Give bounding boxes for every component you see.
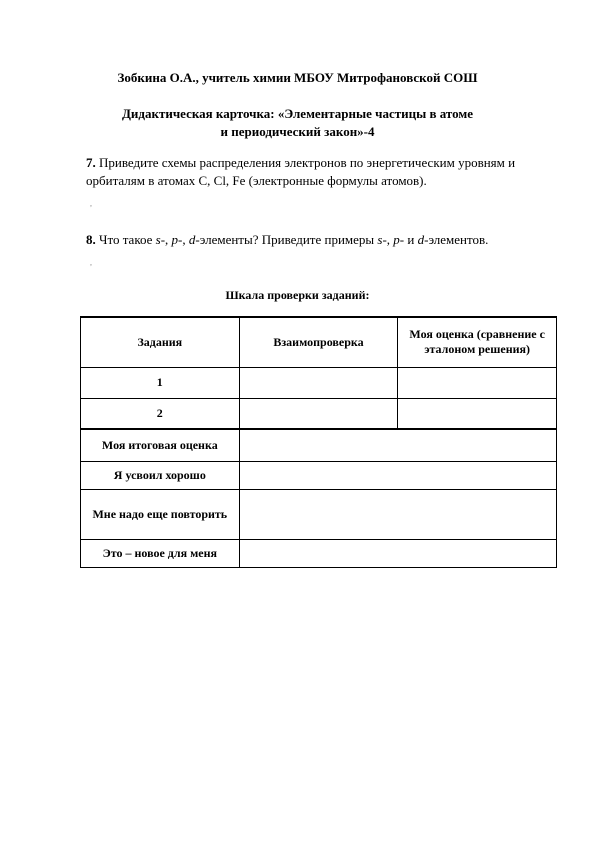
card-title-line-2: и периодический закон»-4 xyxy=(220,124,375,139)
task-8-text-part: p- xyxy=(393,232,405,247)
peer-review-cell[interactable] xyxy=(239,398,398,429)
task-8-number: 8. xyxy=(86,232,96,247)
task-number-cell: 2 xyxy=(81,398,240,429)
table-row xyxy=(81,539,557,567)
summary-value-cell[interactable] xyxy=(239,429,556,461)
table-row xyxy=(81,398,557,429)
task-8-text-part: Что такое xyxy=(99,232,156,247)
summary-label-need-repeat: Мне надо еще повторить xyxy=(81,489,240,539)
task-8-text-part: d- xyxy=(188,232,200,247)
task-8-text-part: и xyxy=(404,232,418,247)
task-8-text-part: s- xyxy=(155,232,166,247)
self-grade-cell[interactable] xyxy=(398,367,557,398)
task-7 xyxy=(86,154,566,190)
task-8-text-part: , xyxy=(182,232,189,247)
task-8 xyxy=(86,231,566,249)
summary-value-cell[interactable] xyxy=(239,461,556,489)
task-8-text-part: элементов. xyxy=(428,232,489,247)
scale-title: Шкала проверки заданий: xyxy=(225,288,370,302)
header-cell-tasks: Задания xyxy=(81,317,240,367)
task-8-text-part: d- xyxy=(417,232,429,247)
peer-review-cell[interactable] xyxy=(239,367,398,398)
stray-mark: , xyxy=(90,199,92,208)
table-header-row xyxy=(81,317,557,367)
task-7-text: Приведите схемы распределения электронов по энергетическим уровням и орбиталям в атомах C, Cl, Fe (электронные формулы атомов). xyxy=(86,155,516,188)
task-8-text-part: , xyxy=(386,232,394,247)
header-cell-self-grade: Моя оценка (сравнение с эталоном решения) xyxy=(398,317,557,367)
header-cell-peer-review: Взаимопроверка xyxy=(239,317,398,367)
assessment-table xyxy=(80,316,557,568)
table-row xyxy=(81,429,557,461)
summary-value-cell[interactable] xyxy=(239,539,556,567)
summary-label-new-for-me: Это – новое для меня xyxy=(81,539,240,567)
author-line: Зобкина О.А., учитель химии МБОУ Митрофановской СОШ xyxy=(117,70,478,85)
task-8-text-part: , xyxy=(165,232,172,247)
table-row xyxy=(81,489,557,539)
task-8-text-part: s- xyxy=(377,232,387,247)
summary-value-cell[interactable] xyxy=(239,489,556,539)
stray-mark: , xyxy=(90,258,92,267)
self-grade-cell[interactable] xyxy=(398,398,557,429)
table-row xyxy=(81,461,557,489)
card-title-line-1: Дидактическая карточка: «Элементарные частицы в атоме xyxy=(121,106,474,121)
task-7-number: 7. xyxy=(86,155,96,170)
task-8-text-part: элементы? Приведите примеры xyxy=(199,232,378,247)
task-number-cell: 1 xyxy=(81,367,240,398)
table-row xyxy=(81,367,557,398)
summary-label-final-grade: Моя итоговая оценка xyxy=(81,429,240,461)
summary-label-learned-well: Я усвоил хорошо xyxy=(81,461,240,489)
task-8-text-part: p- xyxy=(171,232,183,247)
